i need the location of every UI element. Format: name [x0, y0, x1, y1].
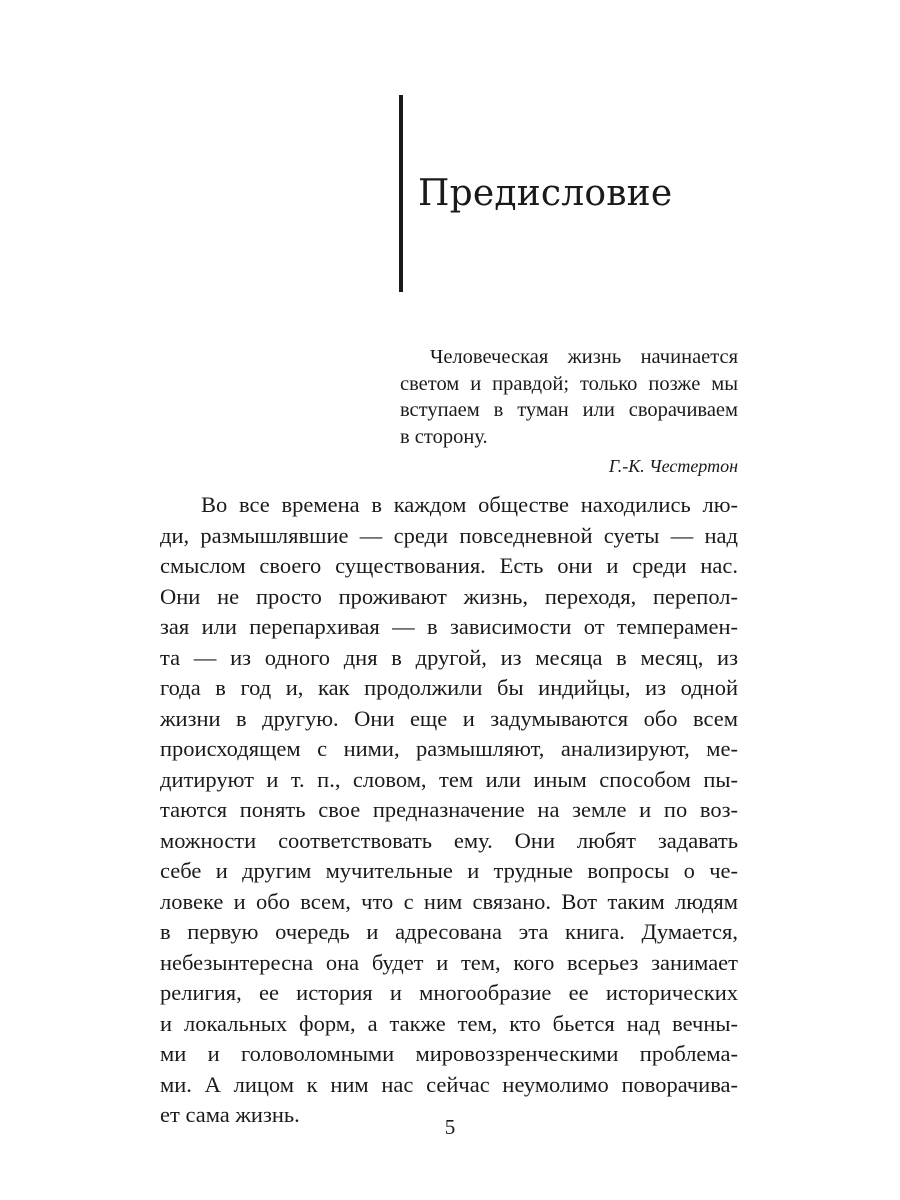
body-line: происходящем с ними, размышляют, анализируют, ме- [160, 736, 738, 761]
body-line: и локальных форм, а также тем, кто бьется над вечны- [160, 1010, 738, 1036]
body-line: та — из одного дня в другой, из месяца в месяц, из [160, 644, 738, 670]
body-paragraph [160, 490, 738, 1131]
epigraph-line: в сторону. [400, 425, 488, 448]
body-line: себе и другим мучительные и трудные вопросы о че- [160, 858, 738, 883]
body-line: можности соответствовать ему. Они любят задавать [160, 827, 738, 853]
body-line: ет сама жизнь. [160, 1102, 300, 1127]
body-line: года в год и, как продолжили бы индийцы, из одной [160, 675, 738, 700]
body-line: Они не просто проживают жизнь, переходя, перепол- [160, 583, 738, 609]
chapter-title-rule [399, 95, 403, 292]
body-line: небезынтересна она будет и тем, кого всерьез занимает [160, 949, 738, 975]
body-line: дитируют и т. п., словом, тем или иным способом пы- [160, 766, 738, 792]
epigraph-line: светом и правдой; только позже мы [400, 372, 738, 395]
epigraph-line: Человеческая жизнь начинается [430, 346, 738, 368]
body-line: религия, ее история и многообразие ее исторических [160, 980, 738, 1005]
body-line: Во все времена в каждом обществе находились лю- [201, 492, 738, 517]
epigraph [400, 344, 738, 479]
page-number: 5 [444, 1115, 456, 1139]
body-line: жизни в другую. Они еще и задумываются обо всем [160, 705, 738, 731]
body-line: таются понять свое предназначение на земле и по воз- [160, 797, 738, 822]
body-line: смыслом своего существования. Есть они и среди нас. [160, 553, 738, 578]
epigraph-author: Г.-К. Честертон [608, 456, 738, 476]
body-line: ми и головоломными мировоззренческими проблема- [160, 1041, 738, 1066]
body-line: в первую очередь и адресована эта книга. Думается, [160, 919, 738, 944]
body-line: ловеке и обо всем, что с ним связано. Вот таким людям [160, 888, 738, 914]
epigraph-line: вступаем в туман или сворачиваем [400, 399, 738, 421]
body-line: зая или перепархивая — в зависимости от темперамен- [160, 614, 738, 639]
body-line: ми. А лицом к ним нас сейчас неумолимо поворачива- [160, 1071, 738, 1097]
body-line: ди, размышлявшие — среди повседневной суеты — над [160, 522, 738, 548]
chapter-title: Предисловие [418, 173, 673, 214]
